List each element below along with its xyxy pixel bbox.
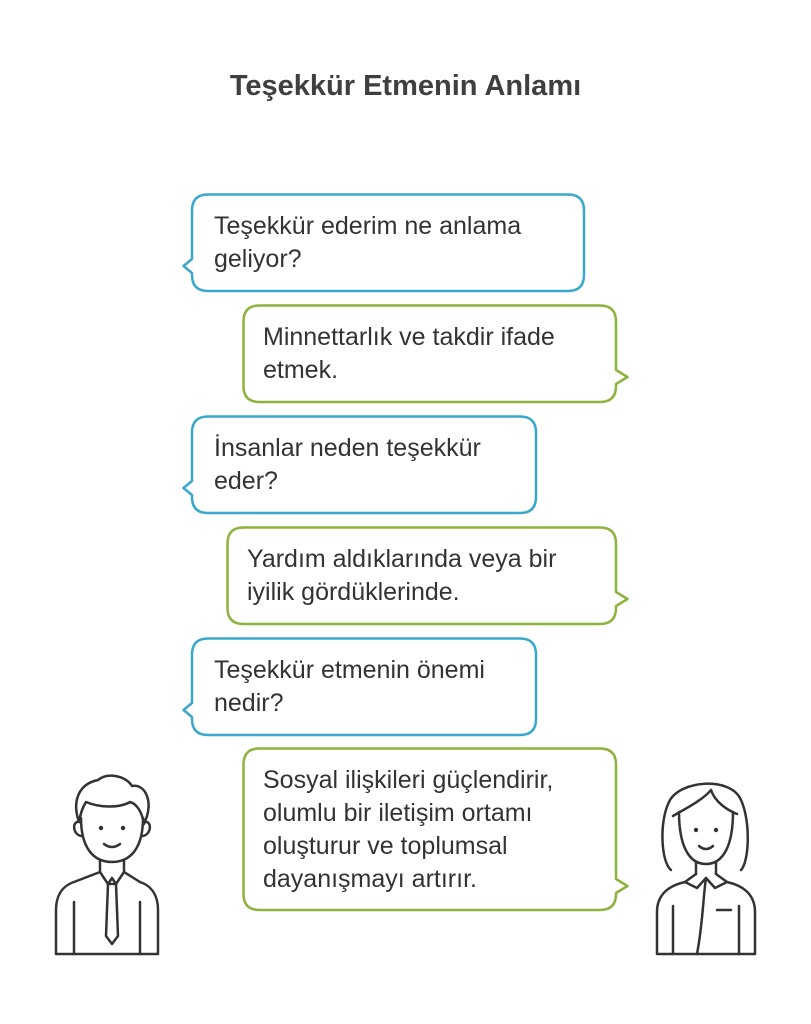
bubble-line: Minnettarlık ve takdir ifade — [263, 323, 555, 351]
bubble-line: Teşekkür etmenin önemi — [214, 656, 485, 684]
bubble-line: İnsanlar neden teşekkür — [214, 434, 481, 462]
bubble-line: iyilik gördüklerinde. — [247, 578, 460, 606]
man-with-tie-icon — [52, 772, 162, 958]
bubble-line: Sosyal ilişkileri güçlendirir, — [263, 766, 554, 794]
bubble-line: olumlu bir iletişim ortamı — [263, 799, 533, 827]
bubble-line: dayanışmayı artırır. — [263, 865, 477, 893]
answer-bubble-1 — [242, 304, 632, 404]
page-title: Teşekkür Etmenin Anlamı — [229, 70, 582, 102]
woman-icon — [653, 772, 759, 958]
bubble-line: eder? — [214, 467, 278, 495]
bubble-line: Yardım aldıklarında veya bir — [247, 545, 557, 573]
bubble-line: geliyor? — [214, 245, 302, 273]
answer-bubble-2 — [226, 526, 632, 626]
bubble-line: oluşturur ve toplumsal — [263, 832, 508, 860]
answer-bubble-3 — [242, 747, 632, 912]
bubble-line: nedir? — [214, 689, 284, 717]
bubble-line: etmek. — [263, 356, 339, 384]
question-bubble-1 — [182, 193, 586, 293]
question-bubble-2 — [182, 415, 538, 515]
bubble-line: Teşekkür ederim ne anlama — [214, 212, 522, 240]
question-bubble-3 — [182, 637, 538, 737]
